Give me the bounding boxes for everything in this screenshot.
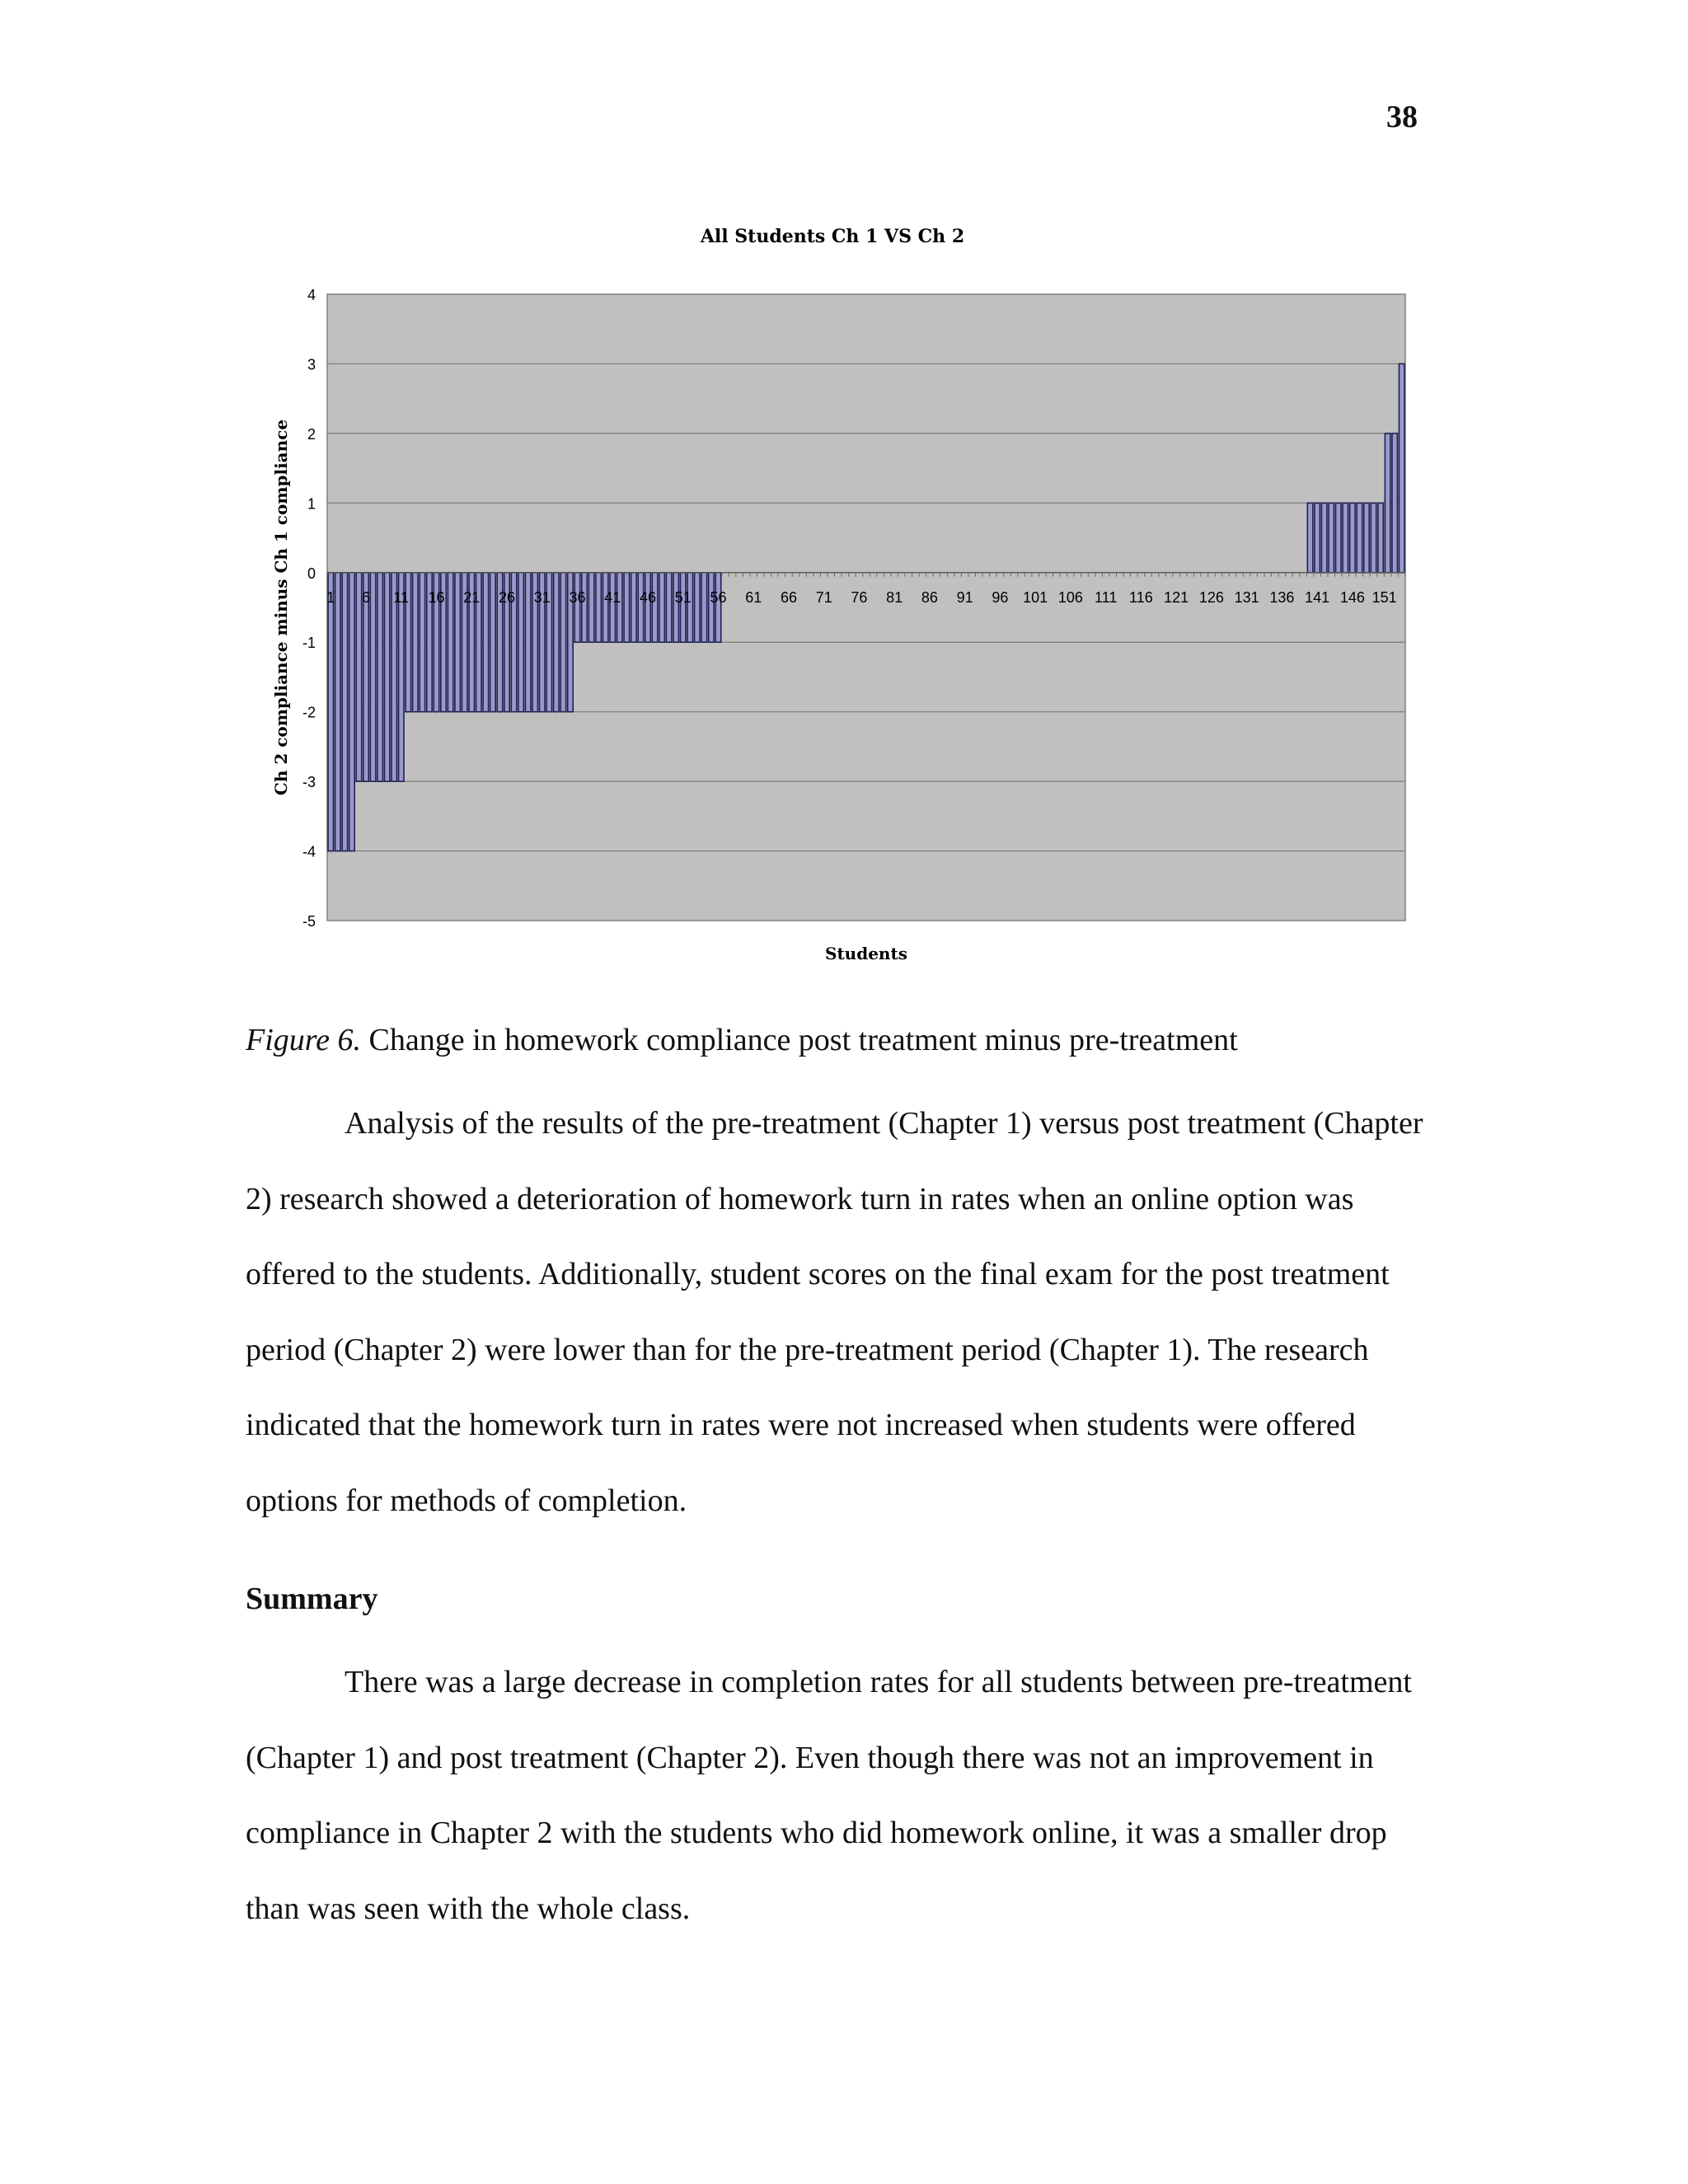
bar-student-3 [342,573,347,851]
bar-student-2 [335,573,340,851]
x-tick-label: 126 [1198,588,1224,606]
chart-title: All Students Ch 1 VS Ch 2 [700,226,965,247]
bar-student-48 [659,573,664,642]
bar-student-18 [448,573,452,712]
bar-student-146 [1350,503,1355,572]
figure-caption [246,1022,1238,1058]
paragraph-analysis-text: Analysis of the results of the pre-treatment (Chapter 1) versus post treatment (Chapter 2) research showed a deterioration of homework turn in rates when an online option was offered to the students. Additionally, student scores on the final exam for the post treatment period (Chapter 2) were lower than for the pre-treatment period (Chapter 1). The research indicated that the homework turn in rates were not increased when students were offered options for methods of completion. [246,1106,1423,1518]
x-tick-label: 6 [362,588,371,606]
bar-student-23 [483,573,488,712]
x-tick-label: 81 [886,588,903,606]
bar-student-40 [603,573,607,642]
y-tick-label: 1 [307,495,316,513]
x-tick-label: 136 [1269,588,1295,606]
x-tick-label: 91 [956,588,973,606]
bar-student-38 [588,573,593,642]
x-tick-label: 101 [1023,588,1048,606]
bar-student-9 [384,573,389,781]
bar-student-150 [1378,503,1383,572]
bar-student-13 [413,573,418,712]
x-tick-label: 1 [326,588,335,606]
x-tick-label: 116 [1129,588,1153,606]
x-tick-label: 56 [710,588,727,606]
bar-student-19 [455,573,460,712]
y-axis-label: Ch 2 compliance minus Ch 1 compliance [271,419,291,796]
paragraph-summary-text: There was a large decrease in completion rates for all students between pre-treatment (Chapter 1) and post treatment (Chapter 2). Even though there was not an improvement in compliance in Chapter 2 with the students who did homework online, it was a smaller drop than was seen with the whole class. [246,1665,1412,1926]
x-tick-label: 151 [1372,588,1397,606]
bar-student-148 [1364,503,1369,572]
bar-student-51 [680,573,685,642]
y-tick-label: -5 [302,913,316,930]
bar-student-29 [525,573,530,712]
x-tick-label: 16 [428,588,445,606]
x-tick-label: 96 [992,588,1009,606]
x-axis-label: Students [825,944,907,963]
bar-student-46 [645,573,650,642]
bar-student-36 [574,573,579,642]
bar-student-141 [1315,503,1320,572]
bar-student-34 [560,573,565,712]
y-tick-label: 3 [307,356,316,373]
bar-student-8 [377,573,382,781]
y-tick-label: 0 [307,565,316,582]
bar-student-47 [652,573,657,642]
bar-student-4 [349,573,354,851]
x-tick-label: 111 [1094,588,1118,606]
bar-student-37 [582,573,587,642]
bar-student-145 [1343,503,1348,572]
x-tick-label: 46 [639,588,656,606]
y-tick-label: -2 [302,704,316,721]
bar-student-50 [673,573,678,642]
paragraph-analysis [246,1086,1442,1539]
x-tick-label: 141 [1305,588,1330,606]
x-tick-label: 71 [815,588,832,606]
bar-student-144 [1336,503,1341,572]
y-tick-label: -1 [302,635,316,652]
bar-student-149 [1371,503,1376,572]
bar-student-52 [687,573,692,642]
bar-student-39 [596,573,601,642]
bar-student-49 [666,573,671,642]
x-tick-label: 26 [498,588,516,606]
bar-student-53 [695,573,700,642]
bar-student-33 [554,573,559,712]
bar-student-153 [1399,363,1404,572]
bar-student-7 [370,573,375,781]
y-tick-label: -3 [302,774,316,791]
x-tick-label: 51 [674,588,692,606]
bar-student-54 [701,573,706,642]
bar-chart [264,214,1434,972]
x-tick-label: 21 [463,588,481,606]
x-tick-label: 31 [533,588,551,606]
paragraph-summary [246,1645,1442,1947]
x-tick-label: 66 [780,588,797,606]
section-heading-summary: Summary [246,1582,378,1616]
bar-student-1 [328,573,333,851]
y-tick-label: 2 [307,425,316,443]
page-number: 38 [1386,100,1418,134]
bar-student-152 [1392,434,1397,573]
figure-label: Figure 6. [246,1023,362,1057]
bar-student-43 [624,573,629,642]
bar-student-24 [490,573,495,712]
bar-student-140 [1307,503,1312,572]
y-tick-label: -4 [302,843,316,860]
bar-student-14 [420,573,424,712]
y-tick-label: 4 [307,287,316,303]
bar-student-42 [617,573,622,642]
x-tick-label: 106 [1057,588,1083,606]
x-tick-label: 36 [569,588,586,606]
y-tick-labels [302,287,316,930]
x-tick-label: 146 [1339,588,1365,606]
bar-student-45 [638,573,643,642]
bar-student-41 [610,573,615,642]
x-tick-label: 76 [851,588,868,606]
x-tick-label: 131 [1234,588,1259,606]
bar-student-142 [1321,503,1326,572]
bar-student-55 [709,573,714,642]
x-tick-label: 86 [921,588,938,606]
x-tick-label: 61 [745,588,762,606]
bar-student-143 [1329,503,1334,572]
x-tick-label: 41 [604,588,621,606]
x-tick-label: 121 [1164,588,1189,606]
bar-student-151 [1385,434,1390,573]
bar-student-28 [518,573,523,712]
figure-caption-text: Change in homework compliance post treatment minus pre-treatment [361,1023,1238,1057]
bar-student-5 [356,573,361,781]
x-tick-label: 11 [393,588,410,606]
bar-student-147 [1357,503,1362,572]
bar-student-56 [715,573,720,642]
bar-student-44 [631,573,636,642]
